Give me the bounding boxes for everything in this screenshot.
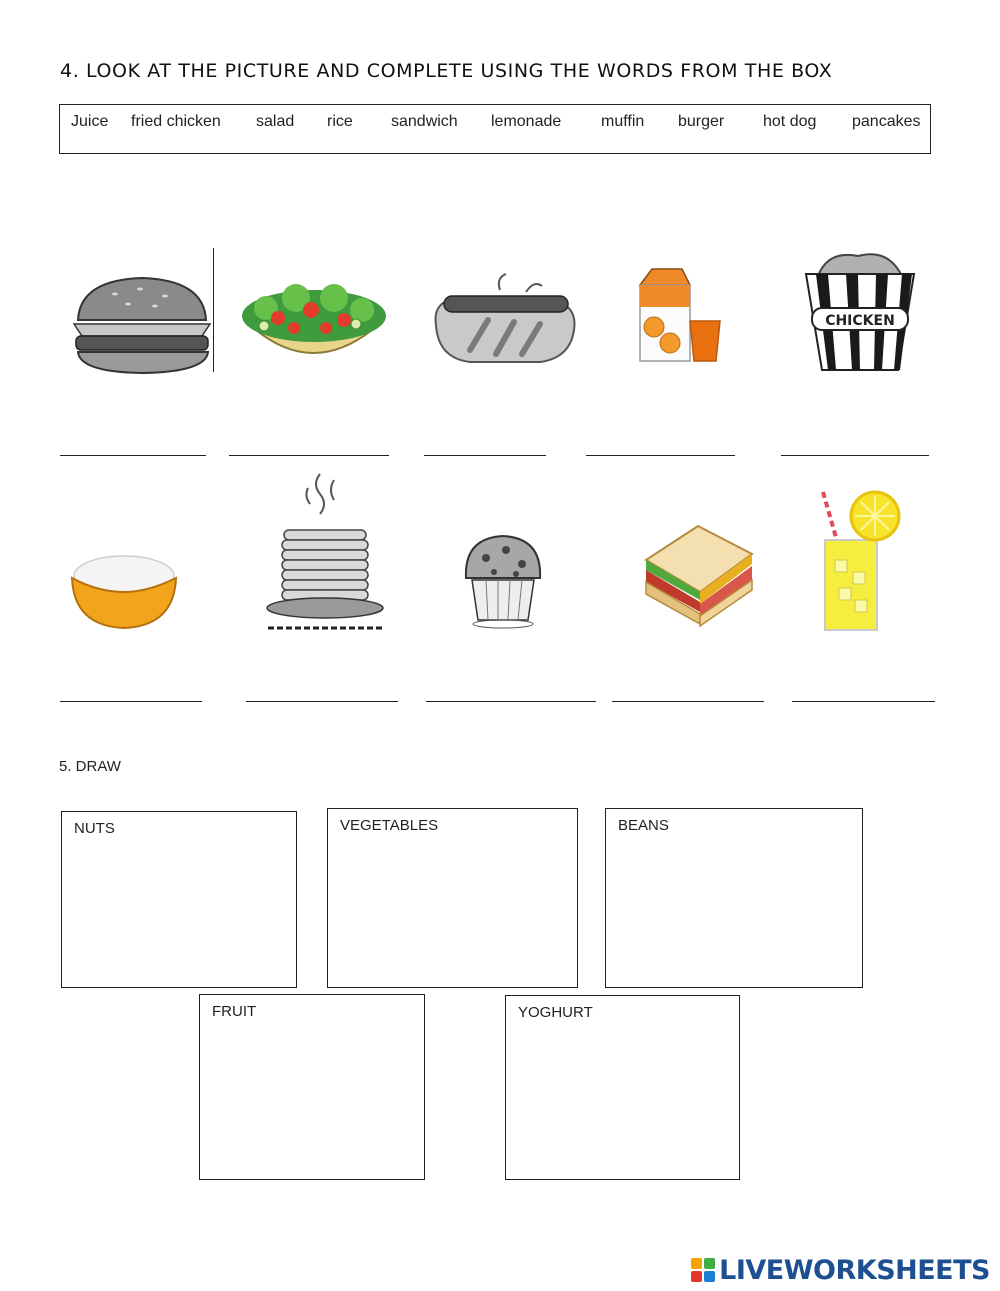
draw-box-fruit[interactable] bbox=[199, 994, 425, 1180]
lemonade-icon bbox=[815, 488, 907, 633]
word-salad: salad bbox=[256, 113, 295, 130]
answer-blank[interactable] bbox=[229, 455, 389, 456]
answer-blank[interactable] bbox=[424, 455, 546, 456]
draw-box-label: BEANS bbox=[618, 817, 669, 834]
word-juice: Juice bbox=[71, 113, 109, 130]
salad-icon bbox=[236, 268, 391, 368]
sandwich-icon bbox=[640, 520, 756, 628]
fried-chicken-icon bbox=[798, 248, 922, 374]
exercise-5-title: 5. DRAW bbox=[59, 758, 121, 775]
word-lemonade: lemonade bbox=[491, 113, 562, 130]
logo-text: LIVEWORKSHEETS bbox=[719, 1254, 990, 1286]
word-pancakes: pancakes bbox=[852, 113, 921, 130]
answer-blank[interactable] bbox=[246, 701, 398, 702]
muffin-icon bbox=[458, 530, 548, 630]
juice-icon bbox=[634, 265, 726, 365]
divider-line bbox=[213, 248, 214, 372]
word-hot-dog: hot dog bbox=[763, 113, 817, 130]
draw-box-label: YOGHURT bbox=[518, 1004, 593, 1021]
word-rice: rice bbox=[327, 113, 353, 130]
answer-blank[interactable] bbox=[792, 701, 935, 702]
liveworksheets-logo bbox=[691, 1255, 990, 1285]
pancakes-icon bbox=[262, 470, 388, 632]
logo-mark-icon bbox=[691, 1258, 715, 1282]
hot-dog-icon bbox=[430, 270, 580, 375]
draw-box-beans[interactable] bbox=[605, 808, 863, 988]
answer-blank[interactable] bbox=[612, 701, 764, 702]
word-sandwich: sandwich bbox=[391, 113, 458, 130]
answer-blank[interactable] bbox=[586, 455, 735, 456]
draw-box-label: NUTS bbox=[74, 820, 115, 837]
draw-box-nuts[interactable] bbox=[61, 811, 297, 988]
exercise-4-title: 4. LOOK AT THE PICTURE AND COMPLETE USING THE WORDS FROM THE BOX bbox=[60, 60, 833, 82]
draw-box-label: FRUIT bbox=[212, 1003, 257, 1020]
word-muffin: muffin bbox=[601, 113, 645, 130]
draw-box-vegetables[interactable] bbox=[327, 808, 578, 988]
answer-blank[interactable] bbox=[60, 701, 202, 702]
answer-blank[interactable] bbox=[781, 455, 929, 456]
bucket-label: CHICKEN bbox=[825, 313, 895, 329]
answer-blank[interactable] bbox=[60, 455, 206, 456]
word-burger: burger bbox=[678, 113, 725, 130]
burger-icon bbox=[70, 272, 215, 377]
draw-box-label: VEGETABLES bbox=[340, 817, 439, 834]
answer-blank[interactable] bbox=[426, 701, 596, 702]
word-fried-chicken: fried chicken bbox=[131, 113, 221, 130]
draw-box-yoghurt[interactable] bbox=[505, 995, 740, 1180]
rice-icon bbox=[68, 548, 180, 630]
